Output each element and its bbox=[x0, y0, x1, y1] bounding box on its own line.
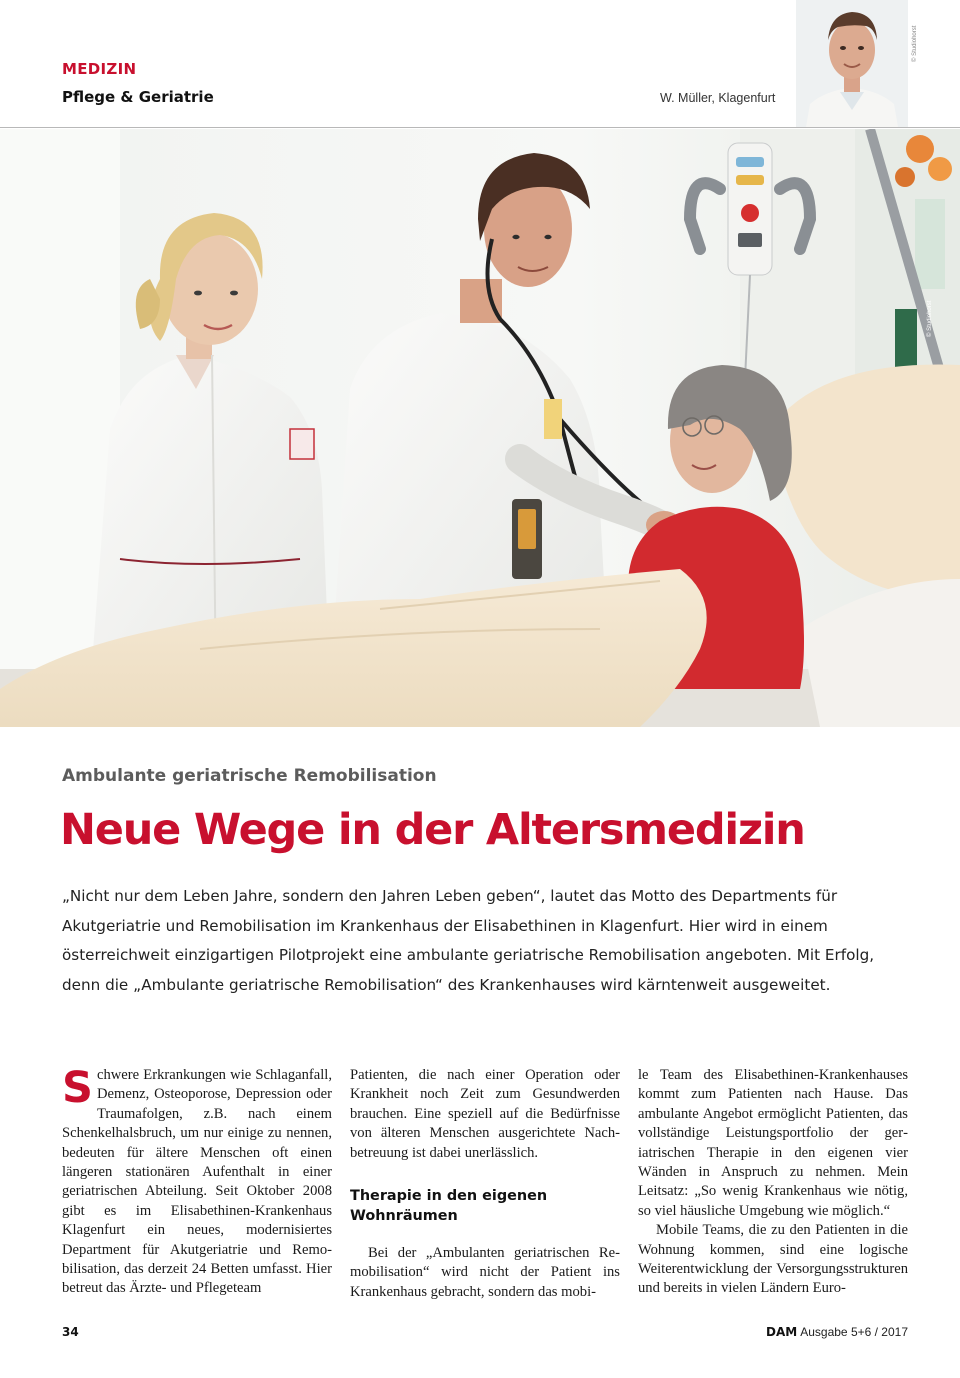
hero-photo-credit: © Studiohorst bbox=[927, 300, 933, 337]
hero-illustration bbox=[0, 129, 960, 727]
publication-edition: Ausgabe 5+6 / 2017 bbox=[800, 1325, 908, 1339]
article-kicker: Ambulante geriatrische Remobilisation bbox=[62, 766, 437, 786]
article-column-2 bbox=[350, 1066, 620, 1302]
column-1-text: chwere Erkrankungen wie Schlaganfall, Demenz, Osteoporose, Depression oder Traumafolgen, z.B. nach einem Schenkelhalsbruch, um nur einige zu nennen, bedeuten für ältere Menschen oft einen längeren stationären Aufenthalt in einer geriatrischen Abteilung. Seit Oktober 2008 gibt es im Elisabethinen-Krankenhaus Klagenfurt ein neues, modernisiertes Department für Akutgeriatrie und Remobilisation, das derzeit 24 Betten umfasst. Hier betreut das Ärzte- und Pflegeteam bbox=[62, 1067, 332, 1297]
column-2-text: Patienten, die nach einer Operation oder Krankheit noch Zeit zum Gesundwerden brauchen. Eine speziell auf die Bedürfnisse von älteren Menschen ausgerichtete Nachbetreuung ist dabei unerlässlich. bbox=[350, 1067, 620, 1161]
article-column-1 bbox=[62, 1063, 332, 1299]
column-3-paragraph-2: Mobile Teams, die zu den Patienten in die Wohnung kommen, sind eine logische Weiterentwicklung der Versorgungsstrukturen und bereits in vielen Ländern Euro- bbox=[638, 1222, 908, 1297]
page-header bbox=[0, 0, 960, 128]
article-lead: „Nicht nur dem Leben Jahre, sondern den Jahren Leben geben“, lautet das Motto des Departments für Akutgeriatrie und Remobilisation im Krankenhaus der Elisabethinen in Klagenfurt. Hier wird in einem österreichweit einzigartigen Pilotprojekt eine ambulante geriatrische Remobilisation angeboten. Mit Erfolg, denn die „Ambulante geriatrische Remobilisation“ des Krankenhauses wird kärntenweit ausgeweitet. bbox=[62, 887, 875, 994]
publication-brand: DAM bbox=[766, 1325, 798, 1339]
author-byline: W. Müller, Klagenfurt bbox=[660, 91, 776, 105]
subsection-label: Pflege & Geriatrie bbox=[62, 88, 214, 106]
column-2-paragraph-2: Bei der „Ambulanten geriatrischen Remobilisation“ wird nicht der Patient ins Krankenhaus gebracht, sondern das mobi- bbox=[350, 1245, 620, 1300]
hero-photo bbox=[0, 129, 960, 727]
drop-cap: S bbox=[62, 1063, 93, 1113]
publication-footer bbox=[766, 1325, 908, 1339]
article-headline: Neue Wege in der Altersmedizin bbox=[60, 805, 805, 855]
column-3-text: le Team des Elisabethinen-Krankenhauses kommt zum Patienten nach Hause. Das ambulante Angebot ermöglicht Patienten, das vollständige Leistungsportfolio der geriatrischen Therapie in den eigenen vier Wänden in Anspruch zu nehmen. Mein Leitsatz: „So wenig Krankenhaus wie nötig, so viel häusliche Umgebung wie möglich.“ bbox=[638, 1067, 908, 1219]
section-label: MEDIZIN bbox=[62, 60, 137, 78]
author-portrait-illustration bbox=[796, 0, 908, 127]
author-photo-credit: © Studiohorst bbox=[912, 25, 918, 62]
article-subhead: Therapie in den eigenen Wohnräumen bbox=[350, 1188, 548, 1224]
article-column-3 bbox=[638, 1066, 908, 1299]
author-portrait bbox=[796, 0, 908, 127]
page-number: 34 bbox=[62, 1325, 79, 1339]
